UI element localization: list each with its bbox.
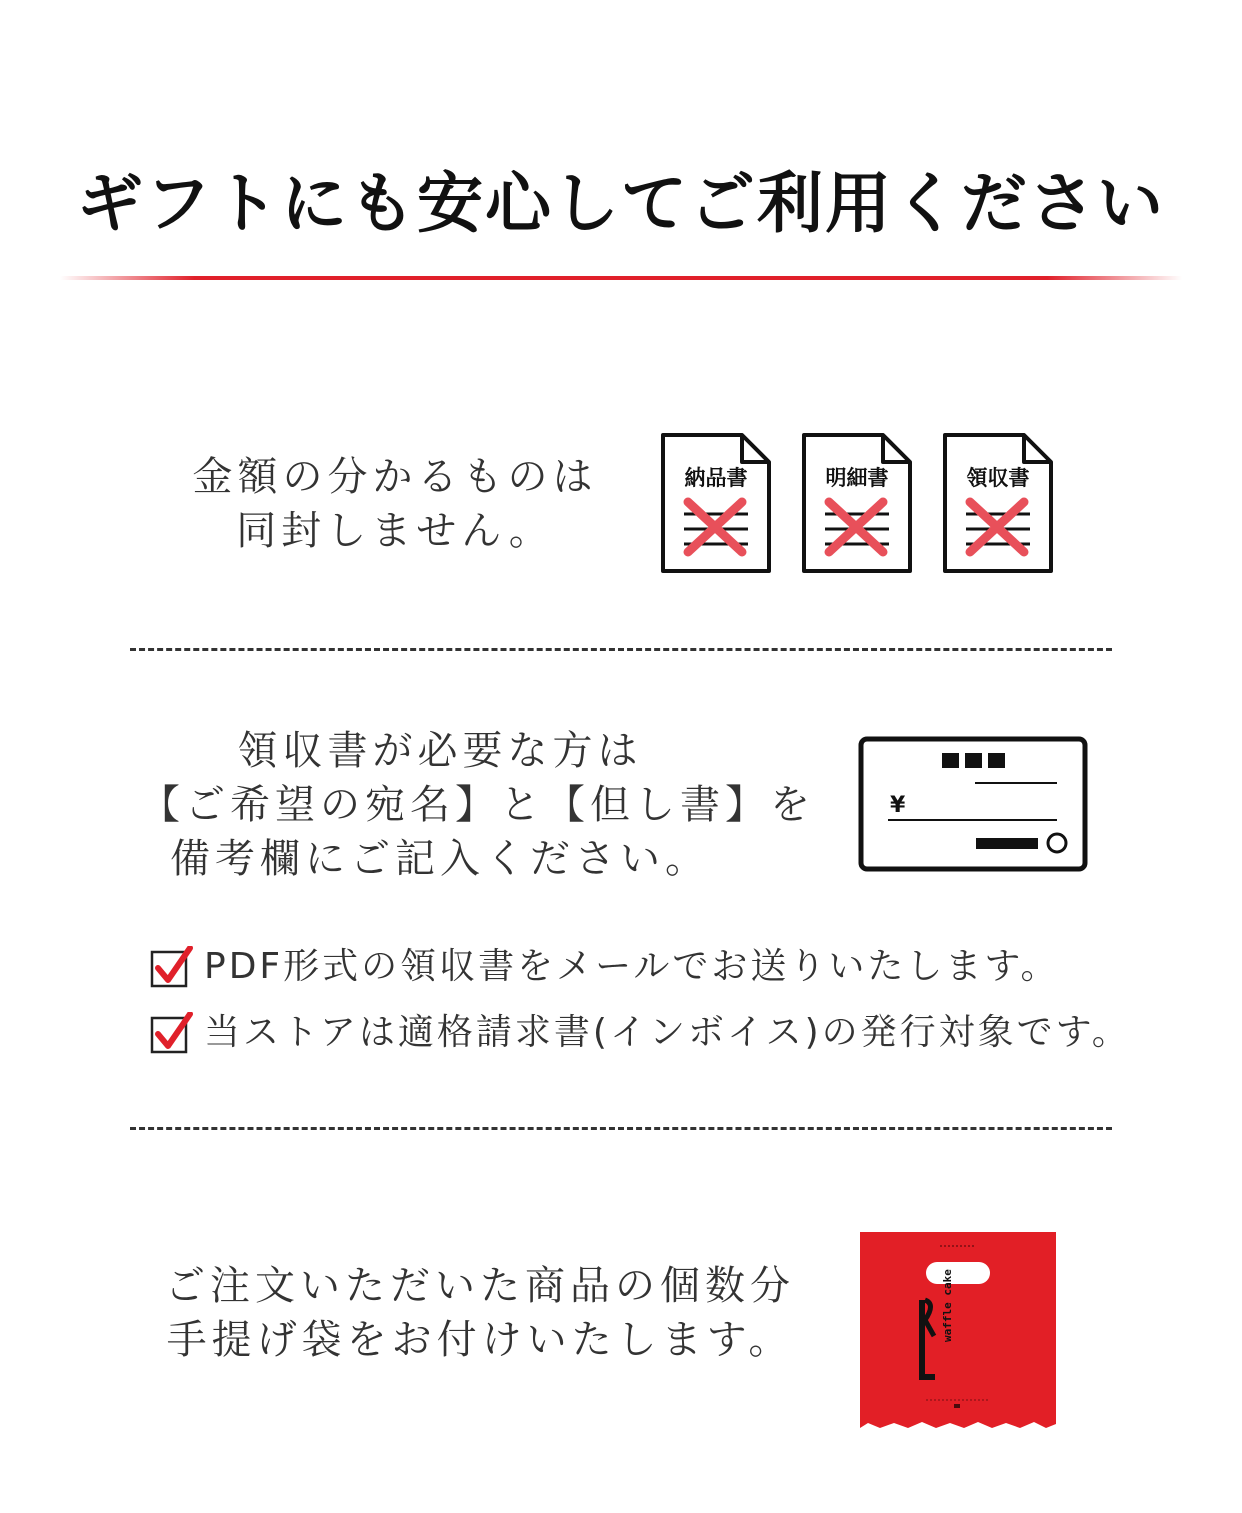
notice-line: 同封しません。 xyxy=(236,508,554,554)
notice-line: ご注文いただいた商品の個数分 xyxy=(165,1263,795,1309)
title-underline xyxy=(60,276,1182,280)
page-title: ギフトにも安心してご利用ください xyxy=(77,164,1165,242)
notice-line: 【ご希望の宛名】と【但し書】を xyxy=(140,782,815,828)
document-label: 明細書 xyxy=(825,466,889,490)
checkmark-icon xyxy=(150,946,188,984)
receipt-request-notice xyxy=(140,724,815,886)
notice-line: 備考欄にご記入ください。 xyxy=(170,836,710,882)
bag-brand-text: waffle cake xyxy=(941,1269,954,1342)
checklist-text: PDF形式の領収書をメールでお送りいたします。 xyxy=(204,946,1060,987)
notice-line: 金額の分かるものは xyxy=(192,454,598,500)
statement-icon xyxy=(801,432,913,574)
delivery-slip-icon xyxy=(660,432,772,574)
notice-line: 領収書が必要な方は xyxy=(237,728,643,774)
section-divider xyxy=(130,1127,1112,1130)
document-label: 領収書 xyxy=(966,466,1030,490)
notice-line: 手提げ袋をお付けいたします。 xyxy=(166,1317,794,1363)
shopping-bag-image xyxy=(856,1228,1060,1432)
no-price-notice xyxy=(160,450,630,558)
section-divider xyxy=(130,648,1112,651)
yen-symbol: ¥ xyxy=(890,793,906,818)
checklist-text: 当ストアは適格請求書(インボイス)の発行対象です。 xyxy=(204,1012,1131,1053)
document-label: 納品書 xyxy=(684,466,748,490)
receipt-doc-icon xyxy=(942,432,1054,574)
shopping-bag-notice xyxy=(150,1259,810,1367)
checkmark-icon xyxy=(150,1012,188,1050)
